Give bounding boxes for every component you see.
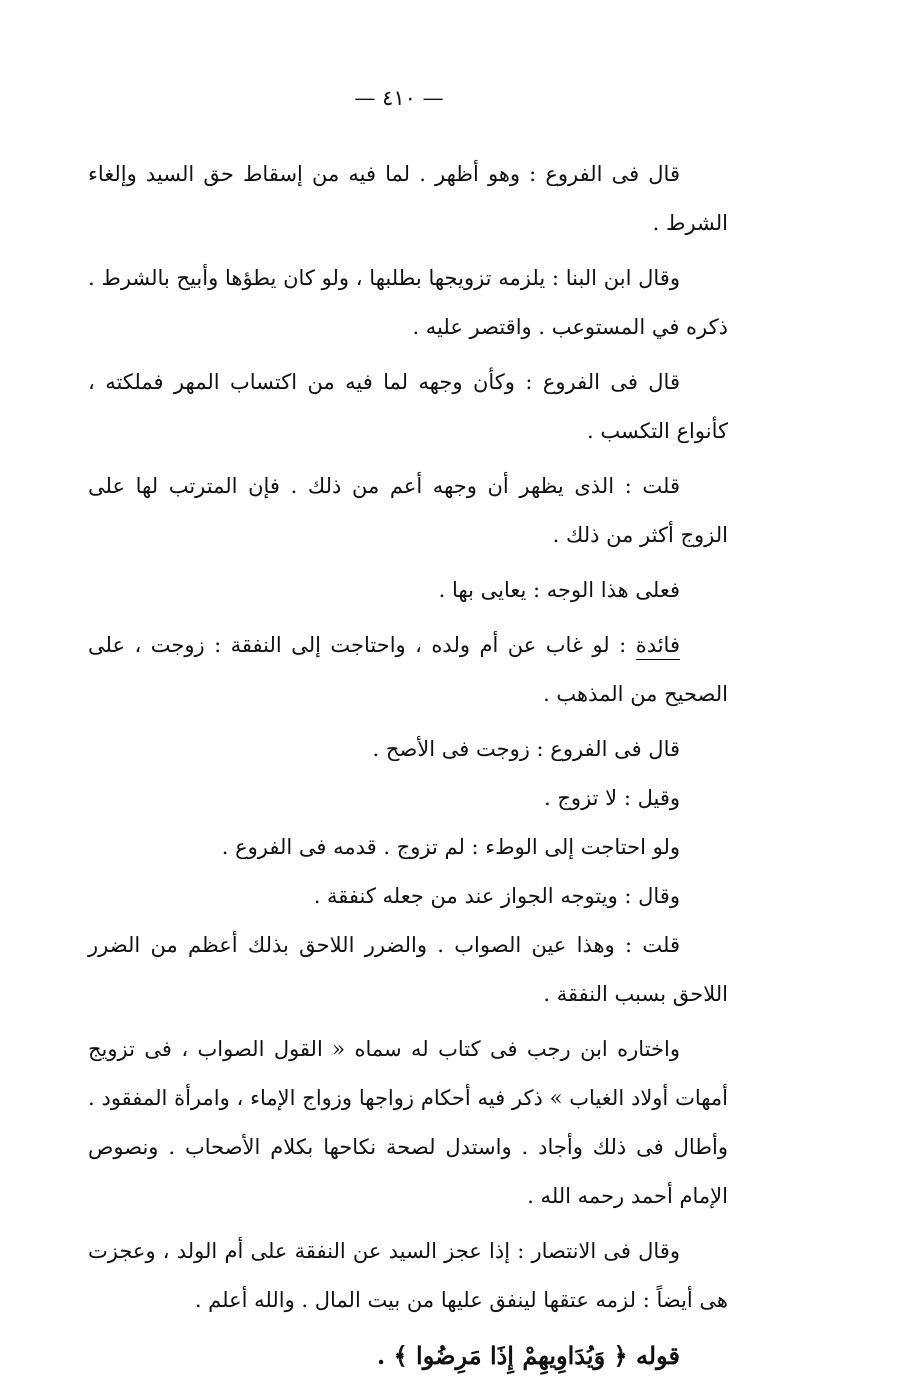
paragraph: وقيل : لا تزوج . — [544, 786, 680, 810]
paragraph: قال فى الفروع : زوجت فى الأصح . — [372, 737, 680, 761]
paragraph: وقال : ويتوجه الجواز عند من جعله كنفقة . — [313, 884, 680, 908]
faida-label: فائدة — [636, 633, 680, 660]
paragraph: واختاره ابن رجب فى كتاب له سماه « القول الصواب ، فى تزويج أمهات أولاد الغياب » ذكر فيه أحكام زواجها وزواج الإماء ، وامرأة المفقود . وأطال فى ذلك وأجاد . واستدل لصحة نكاحها بكلام الأصحاب . ونصوص الإمام أحمد رحمه الله . — [88, 1037, 728, 1208]
faida-paragraph — [88, 621, 728, 719]
paragraph: قلت : وهذا عين الصواب . والضرر اللاحق بذلك أعظم من الضرر اللاحق بسبب النفقة . — [88, 933, 728, 1006]
page-number: — ٤١٠ — — [354, 86, 444, 110]
body-text — [88, 150, 728, 1380]
paragraph: قلت : الذى يظهر أن وجهه أعم من ذلك . فإن المترتب لها على الزوج أكثر من ذلك . — [88, 474, 728, 547]
faida-text: : لو غاب عن أم ولده ، واحتاجت إلى النفقة : زوجت ، على الصحيح من المذهب . — [88, 633, 728, 706]
paragraph: وقال ابن البنا : يلزمه تزويجها بطلبها ، ولو كان يطؤها وأبيح بالشرط . ذكره في المستوعب . واقتصر عليه . — [88, 266, 728, 339]
paragraph: ولو احتاجت إلى الوطء : لم تزوج . قدمه فى الفروع . — [221, 835, 680, 859]
paragraph: وقال فى الانتصار : إذا عجز السيد عن النفقة على أم الولد ، وعجزت هى أيضاً : لزمه عتقها لينفق عليها من بيت المال . والله أعلم . — [88, 1239, 728, 1312]
verse-heading: قوله ﴿ وَيُدَاوِيهِمْ إِذَا مَرِضُوا ﴾ . — [376, 1341, 680, 1370]
paragraph: قال فى الفروع : وهو أظهر . لما فيه من إسقاط حق السيد وإلغاء الشرط . — [88, 162, 728, 235]
paragraph: فعلى هذا الوجه : يعايى بها . — [438, 578, 680, 602]
paragraph: قال فى الفروع : وكأن وجهه لما فيه من اكتساب المهر فملكته ، كأنواع التكسب . — [88, 370, 728, 443]
